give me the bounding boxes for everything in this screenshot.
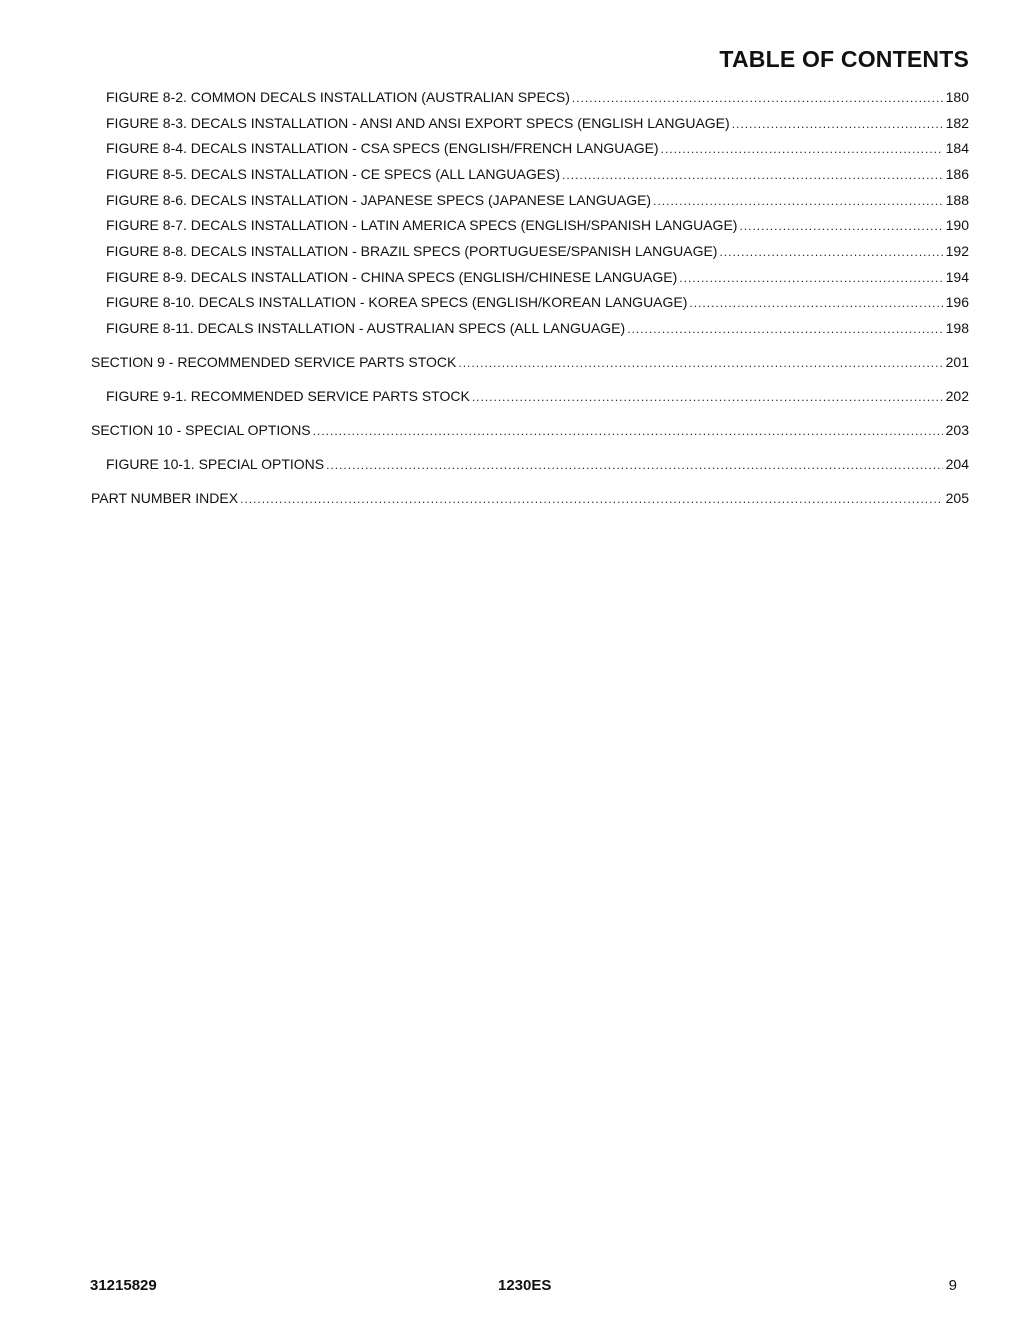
toc-entry[interactable] (106, 88, 969, 107)
toc-entry-page: 204 (945, 456, 969, 472)
dot-leader (661, 140, 943, 158)
toc-entry-page: 186 (945, 166, 969, 182)
toc-entry-title: FIGURE 8-11. DECALS INSTALLATION - AUSTRALIAN SPECS (ALL LANGUAGE) (106, 320, 626, 336)
toc-entry-title: FIGURE 9-1. RECOMMENDED SERVICE PARTS STOCK (106, 388, 470, 404)
toc-entry[interactable] (106, 319, 969, 338)
toc-section-entry[interactable] (91, 489, 969, 508)
dot-leader (689, 294, 942, 312)
dot-leader (653, 192, 943, 210)
toc-entry-title: PART NUMBER INDEX (91, 490, 239, 506)
toc-entry-title: FIGURE 8-3. DECALS INSTALLATION - ANSI AND ANSI EXPORT SPECS (ENGLISH LANGUAGE) (106, 115, 730, 131)
toc-entry-page: 203 (945, 422, 969, 438)
toc-entry[interactable] (106, 455, 969, 474)
page-title: TABLE OF CONTENTS (719, 46, 969, 72)
dot-leader (627, 320, 942, 338)
toc-entry[interactable] (106, 191, 969, 210)
toc-entry-page: 182 (945, 115, 969, 131)
dot-leader (240, 490, 943, 508)
toc-entry-page: 202 (945, 388, 969, 404)
toc-entry-page: 201 (945, 354, 969, 370)
toc-entry-page: 194 (945, 269, 969, 285)
page-number: 9 (948, 1277, 957, 1294)
toc-entry[interactable] (106, 165, 969, 184)
toc-entry[interactable] (106, 268, 969, 287)
toc-entry[interactable] (106, 216, 969, 235)
toc-section-entry[interactable] (91, 353, 969, 372)
toc-entry-title: SECTION 9 - RECOMMENDED SERVICE PARTS STOCK (91, 354, 457, 370)
dot-leader (719, 243, 942, 261)
toc-entry-title: FIGURE 8-8. DECALS INSTALLATION - BRAZIL SPECS (PORTUGUESE/SPANISH LANGUAGE) (106, 243, 718, 259)
dot-leader (472, 388, 943, 406)
dot-leader (679, 269, 942, 287)
toc-section-entry[interactable] (91, 421, 969, 440)
dot-leader (562, 166, 943, 184)
page-footer (0, 1277, 1024, 1297)
dot-leader (732, 115, 943, 133)
toc-entry[interactable] (106, 387, 969, 406)
toc-entry-page: 184 (945, 140, 969, 156)
dot-leader (326, 456, 943, 474)
toc-entry-title: FIGURE 8-9. DECALS INSTALLATION - CHINA SPECS (ENGLISH/CHINESE LANGUAGE) (106, 269, 678, 285)
toc-entry-title: FIGURE 8-2. COMMON DECALS INSTALLATION (AUSTRALIAN SPECS) (106, 89, 570, 105)
toc-entry-page: 196 (945, 294, 969, 310)
toc-entry-page: 198 (945, 320, 969, 336)
dot-leader (458, 354, 942, 372)
toc-entry-title: SECTION 10 - SPECIAL OPTIONS (91, 422, 311, 438)
document-number: 31215829 (90, 1277, 157, 1294)
toc-entry-title: FIGURE 10-1. SPECIAL OPTIONS (106, 456, 325, 472)
toc-entry-page: 190 (945, 217, 969, 233)
toc-entry-page: 180 (945, 89, 969, 105)
toc-entry[interactable] (106, 242, 969, 261)
dot-leader (739, 217, 942, 235)
toc-entry-page: 188 (945, 192, 969, 208)
dot-leader (572, 89, 943, 107)
toc-entry[interactable] (106, 293, 969, 312)
toc-entry-title: FIGURE 8-10. DECALS INSTALLATION - KOREA SPECS (ENGLISH/KOREAN LANGUAGE) (106, 294, 688, 310)
toc-entry-title: FIGURE 8-6. DECALS INSTALLATION - JAPANESE SPECS (JAPANESE LANGUAGE) (106, 192, 652, 208)
toc-entry-page: 205 (945, 490, 969, 506)
dot-leader (313, 422, 943, 440)
toc-entry-title: FIGURE 8-5. DECALS INSTALLATION - CE SPECS (ALL LANGUAGES) (106, 166, 561, 182)
toc-entry[interactable] (106, 114, 969, 133)
toc-entry-page: 192 (945, 243, 969, 259)
toc-entry[interactable] (106, 139, 969, 158)
toc-entry-title: FIGURE 8-7. DECALS INSTALLATION - LATIN AMERICA SPECS (ENGLISH/SPANISH LANGUAGE) (106, 217, 738, 233)
toc-entry-title: FIGURE 8-4. DECALS INSTALLATION - CSA SPECS (ENGLISH/FRENCH LANGUAGE) (106, 140, 659, 156)
model-name: 1230ES (498, 1277, 552, 1294)
